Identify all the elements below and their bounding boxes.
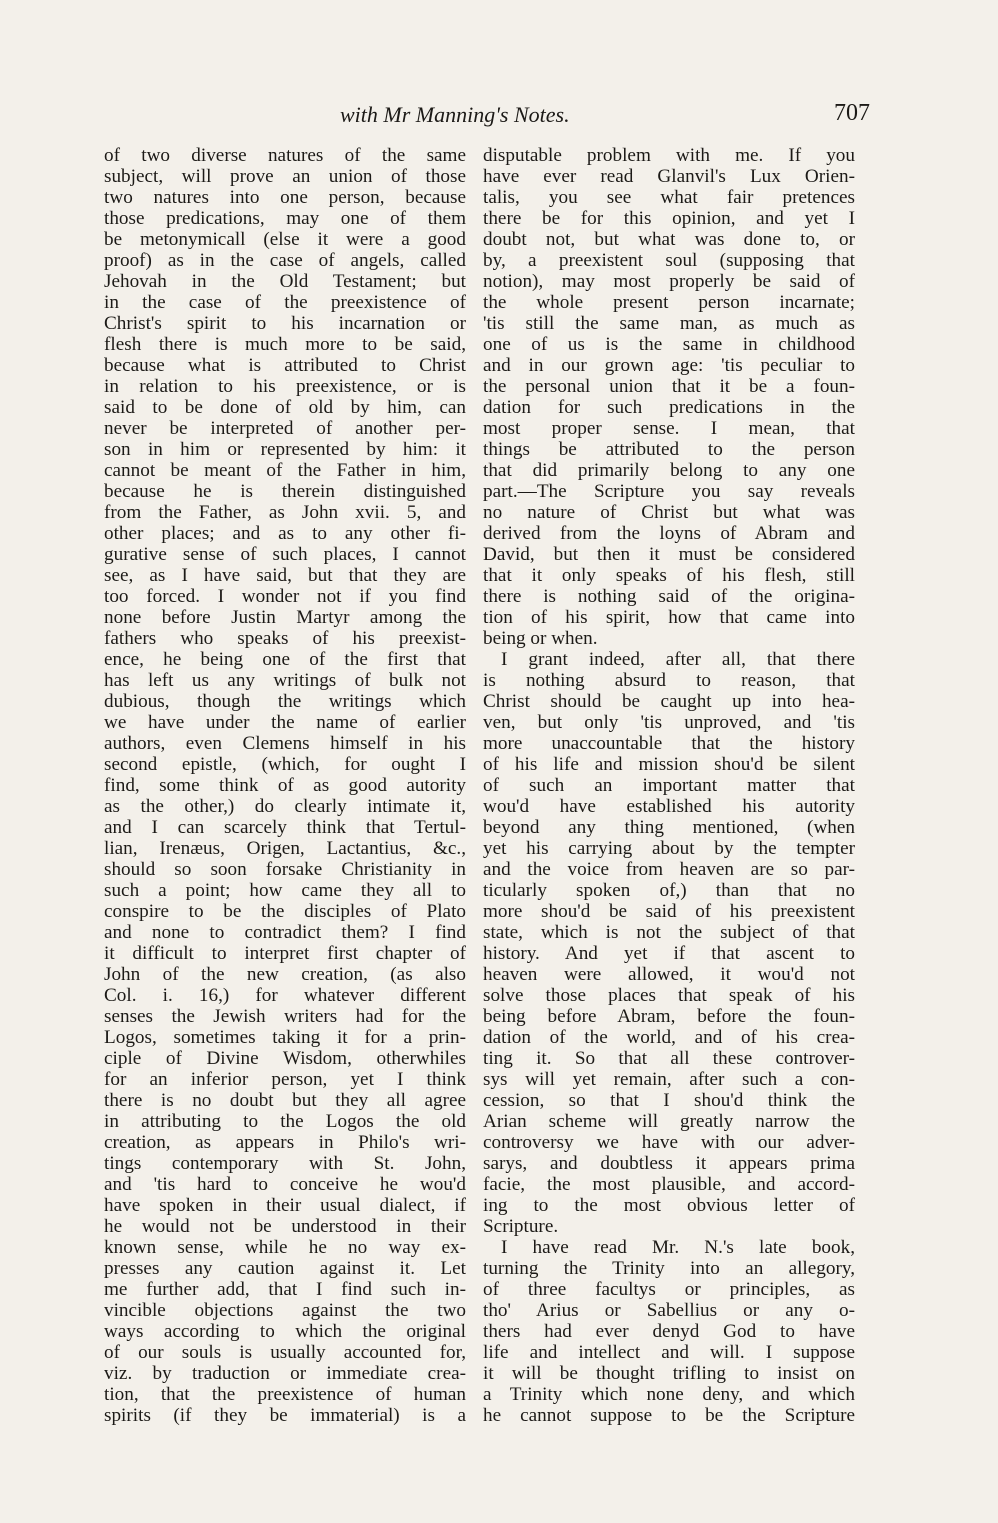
text-line: sarys, and doubtless it appears prima	[483, 1153, 855, 1174]
text-line: lian, Irenæus, Origen, Lactantius, &c.,	[104, 838, 466, 859]
text-line: a Trinity which none deny, and which	[483, 1384, 855, 1405]
text-line: notion), may most properly be said of	[483, 271, 855, 292]
text-line: Christ's spirit to his incarnation or	[104, 313, 466, 334]
text-line: in relation to his preexistence, or is	[104, 376, 466, 397]
text-line: too forced. I wonder not if you find	[104, 586, 466, 607]
text-line: because he is therein distinguished	[104, 481, 466, 502]
text-line: more shou'd be said of his preexistent	[483, 901, 855, 922]
text-line: in attributing to the Logos the old	[104, 1111, 466, 1132]
text-line: authors, even Clemens himself in his	[104, 733, 466, 754]
text-line: beyond any thing mentioned, (when	[483, 817, 855, 838]
text-line: thers had ever denyd God to have	[483, 1321, 855, 1342]
text-line: the personal union that it be a foun-	[483, 376, 855, 397]
text-line: ting it. So that all these controver-	[483, 1048, 855, 1069]
text-line: sys will yet remain, after such a con-	[483, 1069, 855, 1090]
text-line: should so soon forsake Christianity in	[104, 859, 466, 880]
text-line: ven, but only 'tis unproved, and 'tis	[483, 712, 855, 733]
text-line: and I can scarcely think that Tertul-	[104, 817, 466, 838]
text-line: solve those places that speak of his	[483, 985, 855, 1006]
text-line: and the voice from heaven are so par-	[483, 859, 855, 880]
text-line: for an inferior person, yet I think	[104, 1069, 466, 1090]
text-line: and 'tis hard to conceive he wou'd	[104, 1174, 466, 1195]
text-line: history. And yet if that ascent to	[483, 943, 855, 964]
text-line: ways according to which the original	[104, 1321, 466, 1342]
text-line: turning the Trinity into an allegory,	[483, 1258, 855, 1279]
text-line: ence, he being one of the first that	[104, 649, 466, 670]
text-line: vincible objections against the two	[104, 1300, 466, 1321]
text-line: there be for this opinion, and yet I	[483, 208, 855, 229]
text-line: being before Abram, before the foun-	[483, 1006, 855, 1027]
text-line: the whole present person incarnate;	[483, 292, 855, 313]
text-line: Arian scheme will greatly narrow the	[483, 1111, 855, 1132]
text-line: spirits (if they be immaterial) is a	[104, 1405, 466, 1426]
text-line: tion, that the preexistence of human	[104, 1384, 466, 1405]
text-line: 'tis still the same man, as much as	[483, 313, 855, 334]
text-line: conspire to be the disciples of Plato	[104, 901, 466, 922]
text-line: tion of his spirit, how that came into	[483, 607, 855, 628]
text-line: state, which is not the subject of that	[483, 922, 855, 943]
text-line: presses any caution against it. Let	[104, 1258, 466, 1279]
text-line: because what is attributed to Christ	[104, 355, 466, 376]
text-line: none before Justin Martyr among the	[104, 607, 466, 628]
page-number: 707	[834, 100, 870, 126]
text-line: he would not be understood in their	[104, 1216, 466, 1237]
text-line: part.—The Scripture you say reveals	[483, 481, 855, 502]
text-line: being or when.	[483, 628, 598, 649]
text-line: tings contemporary with St. John,	[104, 1153, 466, 1174]
text-line: second epistle, (which, for ought I	[104, 754, 466, 775]
text-line: me further add, that I find such in-	[104, 1279, 466, 1300]
text-line: one of us is the same in childhood	[483, 334, 855, 355]
page-header	[100, 100, 870, 140]
text-line: things be attributed to the person	[483, 439, 855, 460]
text-line: senses the Jewish writers had for the	[104, 1006, 466, 1027]
text-line: known sense, while he no way ex-	[104, 1237, 466, 1258]
text-line: never be interpreted of another per-	[104, 418, 466, 439]
text-line: son in him or represented by him: it	[104, 439, 466, 460]
text-line: said to be done of old by him, can	[104, 397, 466, 418]
text-line: ing to the most obvious letter of	[483, 1195, 855, 1216]
text-line: it will be thought trifling to insist on	[483, 1363, 855, 1384]
text-line: Scripture.	[483, 1216, 559, 1237]
text-line: dubious, though the writings which	[104, 691, 466, 712]
left-column	[104, 145, 466, 1445]
text-line: we have under the name of earlier	[104, 712, 466, 733]
text-line: as the other,) do clearly intimate it,	[104, 796, 466, 817]
text-line: by, a preexistent soul (supposing that	[483, 250, 855, 271]
text-line: find, some think of as good autority	[104, 775, 466, 796]
text-line: more unaccountable that the history	[483, 733, 855, 754]
text-line: he cannot suppose to be the Scripture	[483, 1405, 855, 1426]
text-line: is nothing absurd to reason, that	[483, 670, 855, 691]
text-line: fathers who speaks of his preexist-	[104, 628, 466, 649]
text-line: two natures into one person, because	[104, 187, 466, 208]
text-line: of such an important matter that	[483, 775, 855, 796]
text-line: have ever read Glanvil's Lux Orien-	[483, 166, 855, 187]
text-line: such a point; how came they all to	[104, 880, 466, 901]
text-line: cession, so that I shou'd think the	[483, 1090, 855, 1111]
text-line: has left us any writings of bulk not	[104, 670, 466, 691]
text-line: Logos, sometimes taking it for a prin-	[104, 1027, 466, 1048]
text-line: subject, will prove an union of those	[104, 166, 466, 187]
text-line: gurative sense of such places, I cannot	[104, 544, 466, 565]
text-line: Christ should be caught up into hea-	[483, 691, 855, 712]
text-line: that it only speaks of his flesh, still	[483, 565, 855, 586]
text-line: those predications, may one of them	[104, 208, 466, 229]
text-line: creation, as appears in Philo's wri-	[104, 1132, 466, 1153]
text-line: David, but then it must be considered	[483, 544, 855, 565]
running-head: with Mr Manning's Notes.	[340, 102, 570, 127]
right-column	[483, 145, 855, 1445]
text-line: doubt not, but what was done to, or	[483, 229, 855, 250]
text-line: viz. by traduction or immediate crea-	[104, 1363, 466, 1384]
text-line: cannot be meant of the Father in him,	[104, 460, 466, 481]
text-line: I have read Mr. N.'s late book,	[501, 1237, 855, 1258]
text-line: derived from the loyns of Abram and	[483, 523, 855, 544]
text-line: and in our grown age: 'tis peculiar to	[483, 355, 855, 376]
text-line: ciple of Divine Wisdom, otherwhiles	[104, 1048, 466, 1069]
text-line: Col. i. 16,) for whatever different	[104, 985, 466, 1006]
text-line: other places; and as to any other fi-	[104, 523, 466, 544]
text-line: flesh there is much more to be said,	[104, 334, 466, 355]
text-line: wou'd have established his autority	[483, 796, 855, 817]
text-line: of his life and mission shou'd be silent	[483, 754, 855, 775]
text-line: of two diverse natures of the same	[104, 145, 466, 166]
text-line: yet his carrying about by the tempter	[483, 838, 855, 859]
text-line: I grant indeed, after all, that there	[501, 649, 855, 670]
text-line: be metonymicall (else it were a good	[104, 229, 466, 250]
text-line: see, as I have said, but that they are	[104, 565, 466, 586]
text-line: there is nothing said of the origina-	[483, 586, 855, 607]
text-line: no nature of Christ but what was	[483, 502, 855, 523]
text-line: there is no doubt but they all agree	[104, 1090, 466, 1111]
text-line: controversy we have with our adver-	[483, 1132, 855, 1153]
text-line: facie, the most plausible, and accord-	[483, 1174, 855, 1195]
text-line: dation for such predications in the	[483, 397, 855, 418]
text-line: of three facultys or principles, as	[483, 1279, 855, 1300]
text-line: proof) as in the case of angels, called	[104, 250, 466, 271]
text-line: most proper sense. I mean, that	[483, 418, 855, 439]
text-line: have spoken in their usual dialect, if	[104, 1195, 466, 1216]
text-line: it difficult to interpret first chapter of	[104, 943, 466, 964]
text-line: talis, you see what fair pretences	[483, 187, 855, 208]
text-line: Jehovah in the Old Testament; but	[104, 271, 466, 292]
text-line: disputable problem with me. If you	[483, 145, 855, 166]
text-line: ticularly spoken of,) than that no	[483, 880, 855, 901]
text-line: life and intellect and will. I suppose	[483, 1342, 855, 1363]
text-line: of our souls is usually accounted for,	[104, 1342, 466, 1363]
text-line: dation of the world, and of his crea-	[483, 1027, 855, 1048]
text-line: John of the new creation, (as also	[104, 964, 466, 985]
text-line: and none to contradict them? I find	[104, 922, 466, 943]
text-line: tho' Arius or Sabellius or any o-	[483, 1300, 855, 1321]
text-line: in the case of the preexistence of	[104, 292, 466, 313]
text-line: that did primarily belong to any one	[483, 460, 855, 481]
text-line: from the Father, as John xvii. 5, and	[104, 502, 466, 523]
text-line: heaven were allowed, it wou'd not	[483, 964, 855, 985]
